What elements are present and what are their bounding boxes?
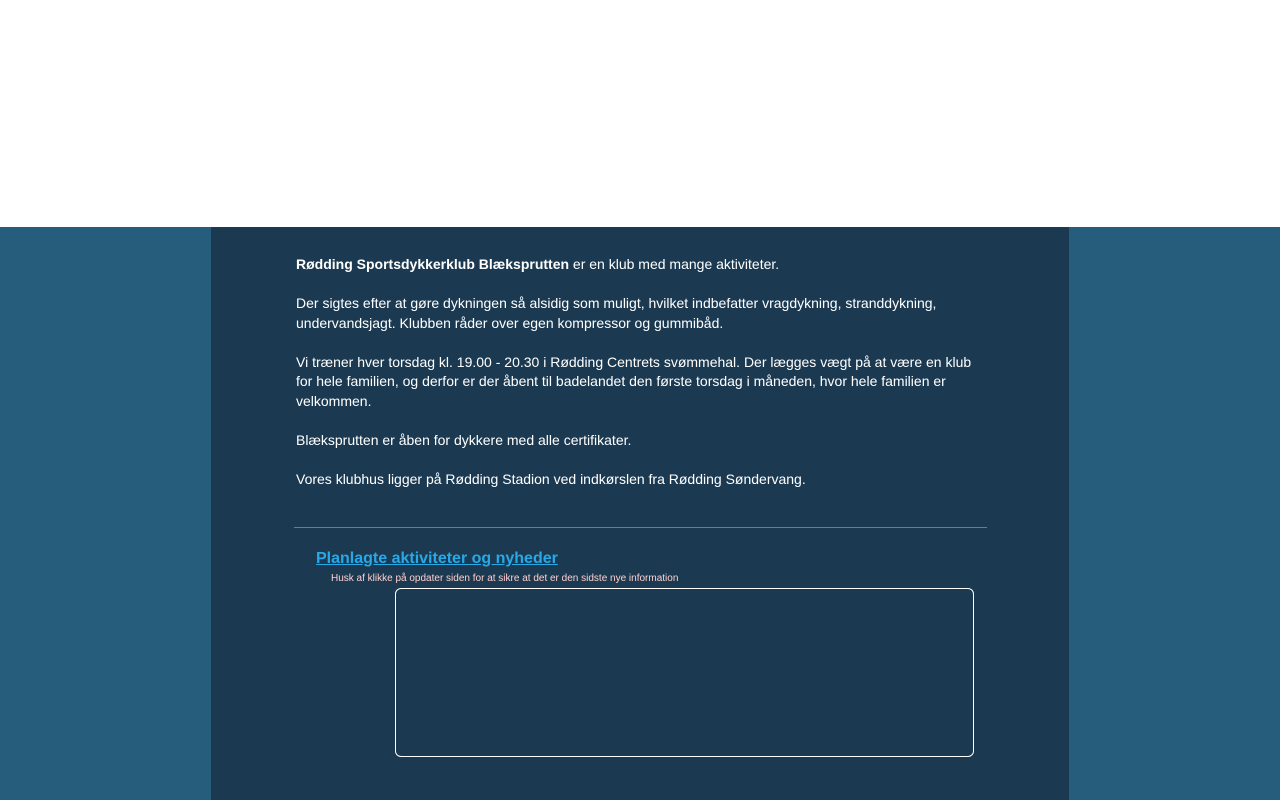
intro-paragraph-1	[296, 255, 981, 275]
news-refresh-note: Husk af klikke på opdater siden for at sikre at det er den sidste nye information	[331, 573, 679, 584]
intro-paragraph-3: Vi træner hver torsdag kl. 19.00 - 20.30 i Rødding Centrets svømmehal. Der lægges vægt på at være en klub for hele familien, og derfor er der åbent til badelandet den første torsdag i måneden, hvor hele familien er velkommen.	[296, 353, 972, 409]
section-divider	[294, 527, 987, 528]
news-frame[interactable]	[395, 588, 974, 757]
news-heading-link[interactable]: Planlagte aktiviteter og nyheder	[316, 550, 558, 567]
club-name-suffix: er en klub med mange aktiviteter.	[569, 256, 780, 272]
intro-paragraph-5: Vores klubhus ligger på Rødding Stadion ved indkørslen fra Rødding Søndervang.	[296, 470, 806, 487]
intro-paragraph-2: Der sigtes efter at gøre dykningen så alsidig som muligt, hvilket indbefatter vragdykning, stranddykning, undervandsjagt. Klubben råder over egen kompressor og gummibåd.	[296, 295, 937, 331]
intro-paragraph-4: Blæksprutten er åben for dykkere med alle certifikater.	[296, 431, 632, 448]
club-name: Rødding Sportsdykkerklub Blæksprutten	[296, 256, 570, 272]
intro-text	[296, 255, 981, 509]
header-area	[0, 0, 1280, 227]
